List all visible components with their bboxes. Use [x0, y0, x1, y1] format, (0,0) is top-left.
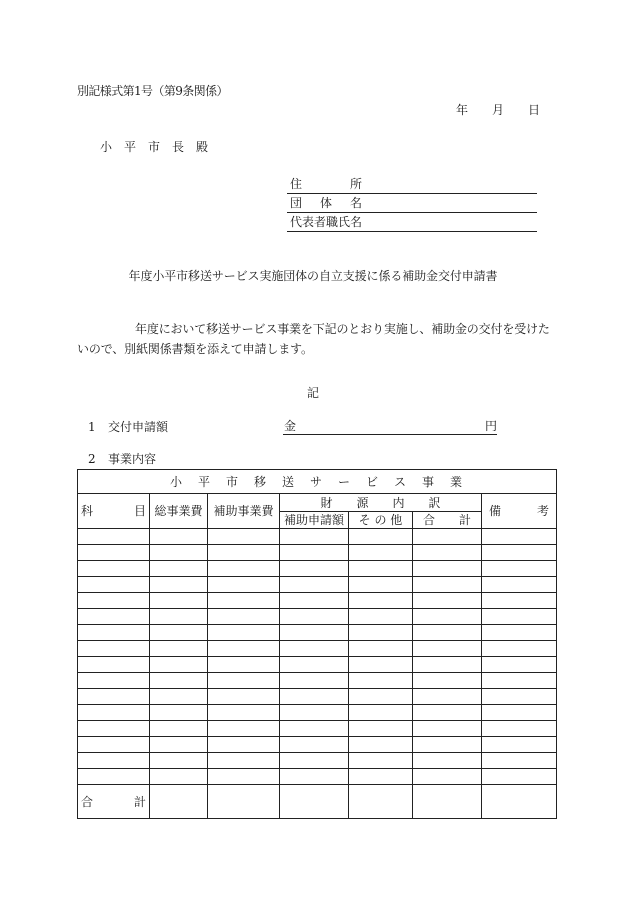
date-line: 年 月 日: [455, 103, 540, 117]
cell-remarks: [482, 737, 557, 753]
cell-subsidy-request: [280, 721, 349, 737]
address-field: [287, 175, 537, 194]
requested-amount-field: [283, 417, 497, 435]
cell-other: [349, 657, 413, 673]
cell-subsidy-cost: [208, 609, 280, 625]
cell-sum: [413, 721, 482, 737]
cell-remarks: [482, 609, 557, 625]
cell-subsidy-cost: [208, 753, 280, 769]
header-funding-breakdown: 財 源 内 訳: [280, 494, 482, 512]
table-caption: 小 平 市 移 送 サ ー ビ ス 事 業: [78, 470, 557, 494]
cell-subsidy-request: [280, 657, 349, 673]
cell-remarks: [482, 529, 557, 545]
cell-remarks: [482, 673, 557, 689]
cell-total-cost: [150, 689, 208, 705]
cell-total-cost: [150, 529, 208, 545]
addressee: 小 平 市 長 殿: [100, 140, 209, 154]
cell-subsidy-request: [280, 705, 349, 721]
cell-sum: [413, 737, 482, 753]
form-number: 別記様式第1号（第9条関係）: [77, 84, 228, 98]
table-row: [78, 545, 557, 561]
header-subsidy-cost: 補助事業費: [208, 494, 280, 529]
cell-item: [78, 625, 150, 641]
amount-prefix: 金: [284, 418, 297, 433]
table-body: [78, 529, 557, 785]
cell-subsidy-request: [280, 529, 349, 545]
address-label: 住 所: [290, 177, 363, 191]
cell-other: [349, 593, 413, 609]
body-text-line: いので、別紙関係書類を添えて申請します。: [77, 342, 313, 356]
table-row: [78, 577, 557, 593]
cell-total-cost: [150, 609, 208, 625]
cell-subsidy-cost: [208, 737, 280, 753]
cell-other: [349, 689, 413, 705]
project-content-label: 事業内容: [108, 452, 157, 466]
total-remarks: [482, 785, 557, 819]
body-text-line: 年度において移送サービス事業を下記のとおり実施し、補助金の交付を受けた: [135, 322, 550, 336]
cell-item: [78, 657, 150, 673]
cell-subsidy-cost: [208, 529, 280, 545]
cell-subsidy-request: [280, 625, 349, 641]
cell-total-cost: [150, 625, 208, 641]
cell-item: [78, 737, 150, 753]
total-subsidy-request: [280, 785, 349, 819]
cell-remarks: [482, 641, 557, 657]
representative-field: [287, 213, 537, 232]
cell-sum: [413, 753, 482, 769]
cell-other: [349, 577, 413, 593]
table-row: [78, 689, 557, 705]
cell-total-cost: [150, 721, 208, 737]
cell-remarks: [482, 689, 557, 705]
table-row: [78, 721, 557, 737]
cell-subsidy-request: [280, 753, 349, 769]
representative-label: 代表者職氏名: [290, 215, 363, 229]
cell-remarks: [482, 561, 557, 577]
cell-total-cost: [150, 577, 208, 593]
table-row: [78, 705, 557, 721]
cell-item: [78, 577, 150, 593]
cell-sum: [413, 625, 482, 641]
table-caption-row: [78, 470, 557, 494]
cell-item: [78, 529, 150, 545]
cell-remarks: [482, 769, 557, 785]
cell-other: [349, 545, 413, 561]
cell-remarks: [482, 577, 557, 593]
cell-subsidy-cost: [208, 721, 280, 737]
cell-total-cost: [150, 593, 208, 609]
cell-item: [78, 769, 150, 785]
header-sum: 合 計: [413, 512, 482, 529]
cell-remarks: [482, 625, 557, 641]
cell-total-cost: [150, 561, 208, 577]
table-row: [78, 657, 557, 673]
table-row: [78, 673, 557, 689]
total-row: [78, 785, 557, 819]
cell-item: [78, 641, 150, 657]
cell-sum: [413, 689, 482, 705]
cell-remarks: [482, 705, 557, 721]
cell-total-cost: [150, 657, 208, 673]
cell-other: [349, 609, 413, 625]
total-sum: [413, 785, 482, 819]
table-row: [78, 641, 557, 657]
cell-sum: [413, 545, 482, 561]
cell-total-cost: [150, 753, 208, 769]
cell-remarks: [482, 721, 557, 737]
cell-remarks: [482, 545, 557, 561]
total-row-label: 合 計: [81, 794, 146, 809]
table-row: [78, 625, 557, 641]
cell-sum: [413, 593, 482, 609]
table-row: [78, 529, 557, 545]
cell-subsidy-request: [280, 673, 349, 689]
cell-subsidy-cost: [208, 625, 280, 641]
table-row: [78, 609, 557, 625]
cell-subsidy-cost: [208, 641, 280, 657]
cell-total-cost: [150, 769, 208, 785]
total-total-cost: [150, 785, 208, 819]
table-row: [78, 737, 557, 753]
cell-subsidy-cost: [208, 689, 280, 705]
cell-subsidy-request: [280, 769, 349, 785]
cell-sum: [413, 577, 482, 593]
cell-item: [78, 689, 150, 705]
organization-name-field: [287, 194, 537, 213]
header-total-cost: 総事業費: [150, 494, 208, 529]
cell-sum: [413, 673, 482, 689]
cell-remarks: [482, 593, 557, 609]
cell-total-cost: [150, 673, 208, 689]
header-item: [78, 494, 150, 529]
total-subsidy-cost: [208, 785, 280, 819]
cell-other: [349, 753, 413, 769]
cell-sum: [413, 657, 482, 673]
cell-remarks: [482, 657, 557, 673]
total-other: [349, 785, 413, 819]
table-row: [78, 561, 557, 577]
cell-other: [349, 737, 413, 753]
table-header-row: [78, 494, 557, 512]
cell-item: [78, 705, 150, 721]
item-number: 2: [88, 452, 96, 466]
amount-suffix: 円: [484, 418, 497, 433]
cell-sum: [413, 769, 482, 785]
cell-subsidy-cost: [208, 673, 280, 689]
project-cost-table: [77, 469, 557, 819]
cell-sum: [413, 705, 482, 721]
cell-sum: [413, 529, 482, 545]
cell-subsidy-request: [280, 593, 349, 609]
total-row-label-cell: [78, 785, 150, 819]
cell-total-cost: [150, 705, 208, 721]
table-row: [78, 753, 557, 769]
cell-subsidy-cost: [208, 577, 280, 593]
cell-subsidy-cost: [208, 593, 280, 609]
organization-name-label: 団 体 名: [290, 196, 362, 210]
cell-subsidy-request: [280, 737, 349, 753]
cell-subsidy-cost: [208, 545, 280, 561]
cell-other: [349, 673, 413, 689]
cell-sum: [413, 609, 482, 625]
cell-item: [78, 545, 150, 561]
cell-sum: [413, 561, 482, 577]
header-remarks: 備 考: [482, 494, 557, 529]
cell-item: [78, 609, 150, 625]
cell-total-cost: [150, 737, 208, 753]
header-subsidy-request: 補助申請額: [280, 512, 349, 529]
header-other: そ の 他: [349, 512, 413, 529]
cell-remarks: [482, 753, 557, 769]
document-title: 年度小平市移送サービス実施団体の自立支援に係る補助金交付申請書: [128, 269, 498, 283]
cell-other: [349, 721, 413, 737]
cell-item: [78, 561, 150, 577]
cell-other: [349, 705, 413, 721]
cell-subsidy-cost: [208, 561, 280, 577]
cell-item: [78, 593, 150, 609]
ki-heading: 記: [306, 386, 319, 400]
cell-other: [349, 625, 413, 641]
table-row: [78, 769, 557, 785]
cell-subsidy-cost: [208, 769, 280, 785]
cell-total-cost: [150, 545, 208, 561]
cell-subsidy-request: [280, 577, 349, 593]
cell-item: [78, 673, 150, 689]
cell-item: [78, 753, 150, 769]
table-row: [78, 593, 557, 609]
cell-other: [349, 561, 413, 577]
cell-subsidy-request: [280, 545, 349, 561]
cell-subsidy-request: [280, 689, 349, 705]
cell-total-cost: [150, 641, 208, 657]
cell-sum: [413, 641, 482, 657]
cell-other: [349, 769, 413, 785]
cell-subsidy-cost: [208, 705, 280, 721]
cell-subsidy-cost: [208, 657, 280, 673]
cell-item: [78, 721, 150, 737]
item-number: 1: [88, 420, 96, 434]
applicant-block: [287, 175, 537, 232]
cell-subsidy-request: [280, 561, 349, 577]
cell-subsidy-request: [280, 609, 349, 625]
cell-other: [349, 529, 413, 545]
header-item-label: 科 目: [81, 504, 146, 518]
cell-other: [349, 641, 413, 657]
requested-amount-label: 交付申請額: [108, 420, 169, 434]
cell-subsidy-request: [280, 641, 349, 657]
